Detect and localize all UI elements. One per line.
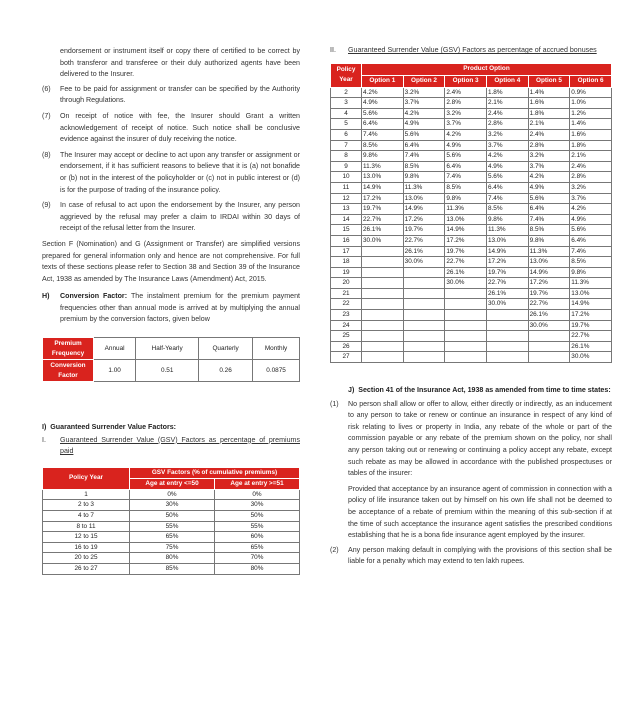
table-cell: 1.8%: [528, 108, 570, 119]
table-cell: 16: [331, 235, 362, 246]
table-cell: 18: [331, 257, 362, 268]
table-cell: 2.4%: [570, 161, 612, 172]
table-row: [331, 288, 612, 299]
table-cell: 55%: [130, 521, 215, 532]
table-row: [331, 151, 612, 162]
table-cell: 17.2%: [362, 193, 404, 204]
table-cell: 2 to 3: [43, 500, 130, 511]
table-cell: 6.4%: [362, 119, 404, 130]
table-cell: 30.0%: [528, 320, 570, 331]
table-cell: 2.8%: [486, 119, 528, 130]
table-cell: 30.0%: [445, 278, 487, 289]
list-item: (1) No person shall allow or offer to allow, either directly or indirectly, as an inducement to any person to take or renew or continue an insurance in respect of any kind of risk relating to lives or property in India, any rebate of the whole or part of the commission payable or any rebate of the premium shown on the policy, nor shall any person taking out or renewing or continuing a policy accept any rebate, except such rebate as may be allowed in accordance with the published prospectuses or tables of the insurer:: [330, 399, 612, 478]
section-f-note: Section F (Nomination) and G (Assignment or Transfer) are simplified versions prepared for general information only and hence are not comprehensive. For full texts of these sections please refer to Section 38 and Section 39 of the Insurance Act, 1938 as amended by The Insurance Laws (Amendment) Act, 2015.: [42, 239, 300, 283]
table-cell: 30.0%: [486, 299, 528, 310]
table-cell: 8: [331, 151, 362, 162]
table-cell: 17.2%: [445, 235, 487, 246]
table-cell: 4.2%: [486, 151, 528, 162]
table-cell: 11.3%: [362, 161, 404, 172]
table-cell: [486, 310, 528, 321]
table-cell: 50%: [130, 511, 215, 522]
table-cell: 22.7%: [570, 331, 612, 342]
table-row: [331, 310, 612, 321]
table-cell: [403, 331, 445, 342]
table-cell: [403, 278, 445, 289]
table-cell: [362, 310, 404, 321]
section-i-title: I) Guaranteed Surrender Value Factors:: [42, 423, 177, 432]
table-cell: 1.8%: [570, 140, 612, 151]
table-cell: 65%: [130, 532, 215, 543]
table-cell: [445, 341, 487, 352]
table-cell: 2.8%: [445, 98, 487, 109]
table-cell: 13: [331, 204, 362, 215]
table-cell: 13.0%: [445, 214, 487, 225]
table-cell: 11.3%: [528, 246, 570, 257]
table-cell: 2.1%: [570, 151, 612, 162]
table-cell: 6.4%: [445, 161, 487, 172]
table-cell: 3.7%: [570, 193, 612, 204]
table-cell: 26.1%: [445, 267, 487, 278]
table-cell: 3.2%: [486, 129, 528, 140]
table-cell: [362, 341, 404, 352]
option-header: Option 4: [486, 75, 528, 87]
table-cell: 6.4%: [486, 182, 528, 193]
table-cell: 19: [331, 267, 362, 278]
table-cell: 2.1%: [486, 98, 528, 109]
table-cell: 85%: [130, 564, 215, 575]
list-item: (6) Fee to be paid for assignment or transfer can be specified by the Authority through Regulations.: [42, 84, 300, 105]
conversion-factor-table: Premium Frequency Annual Half-Yearly Quarterly Monthly Conversion Factor 1.00 0.51 0.26 0.0875: [42, 337, 300, 382]
table-cell: 4.2%: [403, 108, 445, 119]
table-cell: [362, 299, 404, 310]
table-cell: 22.7%: [486, 278, 528, 289]
table-cell: 1.4%: [528, 87, 570, 98]
table-cell: 10: [331, 172, 362, 183]
table-cell: [403, 288, 445, 299]
table-cell: 7.4%: [486, 193, 528, 204]
gsv-bonus-table: Policy Year Product Option Option 1 Option 2 Option 3 Option 4 Option 5 Option 6 2 4.2% 3.2% 2.4% 1.8% 1.4% 0.9% 3 4.9% 3.7% 2.8% 2.1% 1.6% 1.0% 4 5.6% 4.2% 3.2% 2.4% 1.8% 1.2% 5 6.4% 4.9% 3.7% 2.8% 2.1% 1.4% 6 7.4% 5.6% 4.2% 3.2% 2.4% 1.6% 7 8.5% 6.4% 4.9% 3.7% 2.8% 1.8% 8 9.8% 7.4% 5.6% 4.2% 3.2% 2.1% 9 11.3% 8.5% 6.4% 4.9% 3.7% 2.4% 10 13.0% 9.8% 7.4% 5.6% 4.2% 2.8% 11 14.9% 11.3% 8.5% 6.4% 4.9% 3.2% 12 17.2% 13.0% 9.8% 7.4% 5.6% 3.7% 13 19.7% 14.9% 11.3% 8.5% 6.4% 4.2% 14 22.7% 17.2% 13.0% 9.8% 7.4% 4.9% 15 26.1% 19.7% 14.9% 11.3% 8.5% 5.6% 16 30.0% 22.7% 17.2% 13.0% 9.8% 6.4% 17 26.1% 19.7% 14.9% 11.3% 7.4% 18 30.0% 22.7% 17.2% 13.0% 8.5% 19 26.1% 19.7% 14.9% 9.8% 20 30.0% 22.7% 17.2% 11.3% 21 26.1% 19.7% 13.0% 22 30.0% 22.7% 14.9% 23 26.1% 17.2% 24 30.0% 19.7% 25 22.7% 26 26.1% 27 30.0%: [330, 63, 612, 363]
table-cell: 19.7%: [403, 225, 445, 236]
table-row: [331, 98, 612, 109]
table-cell: 4.9%: [445, 140, 487, 151]
table-cell: 30.0%: [570, 352, 612, 363]
table-cell: 11: [331, 182, 362, 193]
table-cell: 4.9%: [403, 119, 445, 130]
table-cell: 22.7%: [445, 257, 487, 268]
section-i-subheading: I. Guaranteed Surrender Value (GSV) Factors as percentage of premiums paid: [42, 435, 300, 456]
table-row: [331, 119, 612, 130]
table-cell: 16 to 19: [43, 542, 130, 553]
table-cell: 3.2%: [403, 87, 445, 98]
table-cell: 2.4%: [486, 108, 528, 119]
table-cell: 14: [331, 214, 362, 225]
table-row: [331, 140, 612, 151]
table-row: [331, 331, 612, 342]
table-cell: 5.6%: [362, 108, 404, 119]
list-item: (8) The Insurer may accept or decline to act upon any transfer or assignment or endorsement, if it has sufficient reasons to believe that it is (a) not bonafide or (b) not in the interest of the policyholder or (c) not in public interest or (d) is for the purpose of trading of the insurance policy.: [42, 150, 300, 194]
table-cell: 80%: [130, 553, 215, 564]
table-cell: 0.9%: [570, 87, 612, 98]
table-cell: 5.6%: [486, 172, 528, 183]
table-cell: 5.6%: [445, 151, 487, 162]
table-cell: 1: [43, 489, 130, 500]
left-column: [42, 0, 300, 575]
table-cell: 19.7%: [486, 267, 528, 278]
table-cell: 13.0%: [528, 257, 570, 268]
table-row: [43, 511, 300, 522]
table-cell: 8.5%: [570, 257, 612, 268]
table-row: [331, 108, 612, 119]
table-cell: 4.2%: [445, 129, 487, 140]
table-cell: 24: [331, 320, 362, 331]
table-cell: 14.9%: [362, 182, 404, 193]
table-cell: 8.5%: [528, 225, 570, 236]
table-cell: [403, 267, 445, 278]
table-cell: [362, 331, 404, 342]
table-cell: [362, 288, 404, 299]
table-cell: 1.6%: [528, 98, 570, 109]
table-row: [331, 129, 612, 140]
table-row: [43, 532, 300, 543]
table-cell: 3.7%: [486, 140, 528, 151]
table-row: [331, 172, 612, 183]
table-cell: 14.9%: [445, 225, 487, 236]
table-cell: 75%: [130, 542, 215, 553]
table-cell: [528, 341, 570, 352]
table-cell: [528, 331, 570, 342]
table-cell: 3.7%: [445, 119, 487, 130]
table-cell: 9.8%: [528, 235, 570, 246]
table-cell: 21: [331, 288, 362, 299]
table-cell: [362, 320, 404, 331]
table-row: [331, 87, 612, 98]
table-cell: 1.0%: [570, 98, 612, 109]
table-cell: 6.4%: [570, 235, 612, 246]
table-cell: 22.7%: [528, 299, 570, 310]
table-cell: 7.4%: [570, 246, 612, 257]
table-cell: 26.1%: [362, 225, 404, 236]
table-cell: 19.7%: [445, 246, 487, 257]
table-cell: 26 to 27: [43, 564, 130, 575]
table-cell: 17.2%: [570, 310, 612, 321]
table-cell: 19.7%: [362, 204, 404, 215]
table-cell: [362, 246, 404, 257]
table-cell: 0%: [214, 489, 299, 500]
table-cell: 4.2%: [528, 172, 570, 183]
table-row: [331, 193, 612, 204]
table-cell: 26.1%: [528, 310, 570, 321]
table-cell: 3: [331, 98, 362, 109]
table-cell: 30%: [130, 500, 215, 511]
option-header: Option 2: [403, 75, 445, 87]
table-cell: [403, 310, 445, 321]
table-cell: [486, 341, 528, 352]
table-cell: 1.4%: [570, 119, 612, 130]
table-cell: 1.8%: [486, 87, 528, 98]
table-cell: 13.0%: [362, 172, 404, 183]
table-row: [43, 489, 300, 500]
table-cell: [528, 352, 570, 363]
table-cell: 11.3%: [486, 225, 528, 236]
list-item: (7) On receipt of notice with fee, the Insurer should Grant a written acknowledgement of receipt of notice. Such notice shall be conclusive evidence against the insurer of duly receiving the notice.: [42, 111, 300, 144]
table-cell: [445, 310, 487, 321]
table-cell: 26.1%: [403, 246, 445, 257]
gsv-premiums-table: Policy Year GSV Factors (% of cumulative premiums) Age at entry <=50 Age at entry >=51 1 0% 0% 2 to 3 30% 30% 4 to 7 50% 50% 8 to 11 55% 55% 12 to 15 65% 60% 16 to 19 75% 65% 20 to 25 80% 70% 26 to 27 85% 80%: [42, 467, 300, 575]
table-cell: 11.3%: [570, 278, 612, 289]
table-cell: [362, 267, 404, 278]
table-cell: 22.7%: [403, 235, 445, 246]
section-j-title: J) Section 41 of the Insurance Act, 1938 as amended from time to time states:: [348, 386, 611, 395]
table-cell: [445, 331, 487, 342]
table-cell: 4.2%: [362, 87, 404, 98]
table-cell: 12 to 15: [43, 532, 130, 543]
table-cell: 8.5%: [362, 140, 404, 151]
conversion-factor-header: Conversion Factor: [43, 360, 94, 382]
table-cell: 14.9%: [403, 204, 445, 215]
table-cell: 2.4%: [445, 87, 487, 98]
table-cell: 13.0%: [403, 193, 445, 204]
table-cell: [486, 331, 528, 342]
table-cell: 2.1%: [528, 119, 570, 130]
table-cell: 17: [331, 246, 362, 257]
table-cell: 7.4%: [528, 214, 570, 225]
table-cell: 20: [331, 278, 362, 289]
table-cell: 30%: [214, 500, 299, 511]
table-cell: 4 to 7: [43, 511, 130, 522]
table-row: [43, 500, 300, 511]
table-row: [331, 299, 612, 310]
table-cell: [445, 352, 487, 363]
table-cell: [486, 352, 528, 363]
table-cell: 8.5%: [445, 182, 487, 193]
proviso-paragraph: Provided that acceptance by an insurance agent of commission in connection with a policy of life insurance taken out by himself on his own life shall not be deemed to be acceptance of a rebate of premium within the meaning of this sub-section if at the time of such acceptance the insurance agent satisfies the prescribed conditions establishing that he is a bona fide insurance agent employed by the insurer.: [348, 484, 612, 540]
table-row: [331, 214, 612, 225]
table-cell: 3.2%: [528, 151, 570, 162]
table-cell: 26.1%: [486, 288, 528, 299]
right-column: [330, 0, 612, 568]
table-cell: [362, 257, 404, 268]
table-cell: 50%: [214, 511, 299, 522]
table-cell: 27: [331, 352, 362, 363]
table-row: [43, 542, 300, 553]
table-cell: 4.9%: [528, 182, 570, 193]
continued-paragraph: endorsement or instrument itself or copy there of certified to be correct by both transferor and transferee or their duly authorized agents have been delivered to the Insurer.: [60, 47, 300, 79]
table-cell: 11.3%: [403, 182, 445, 193]
table-cell: 22.7%: [362, 214, 404, 225]
option-header: Option 3: [445, 75, 487, 87]
table-cell: 7.4%: [403, 151, 445, 162]
table-cell: 7.4%: [362, 129, 404, 140]
table-cell: 14.9%: [486, 246, 528, 257]
section-ii-heading: II. Guaranteed Surrender Value (GSV) Factors as percentage of accrued bonuses: [330, 46, 597, 54]
table-cell: 17.2%: [528, 278, 570, 289]
table-cell: 9.8%: [362, 151, 404, 162]
table-cell: [362, 278, 404, 289]
table-row: [331, 204, 612, 215]
table-cell: 4.9%: [570, 214, 612, 225]
table-row: [331, 257, 612, 268]
table-cell: [403, 299, 445, 310]
table-cell: 3.7%: [528, 161, 570, 172]
table-row: [331, 278, 612, 289]
table-cell: 4.9%: [362, 98, 404, 109]
table-cell: 5.6%: [403, 129, 445, 140]
table-cell: 9.8%: [445, 193, 487, 204]
table-cell: 7.4%: [445, 172, 487, 183]
table-cell: 6.4%: [528, 204, 570, 215]
table-cell: 4: [331, 108, 362, 119]
table-cell: 6.4%: [403, 140, 445, 151]
table-cell: 30.0%: [403, 257, 445, 268]
table-cell: 2.4%: [528, 129, 570, 140]
table-cell: 4.9%: [486, 161, 528, 172]
table-row: [43, 553, 300, 564]
table-cell: 17.2%: [403, 214, 445, 225]
table-cell: 9.8%: [486, 214, 528, 225]
table-cell: 25: [331, 331, 362, 342]
table-cell: 14.9%: [528, 267, 570, 278]
table-cell: 13.0%: [570, 288, 612, 299]
table-cell: 2: [331, 87, 362, 98]
table-cell: [445, 299, 487, 310]
table-cell: 19.7%: [528, 288, 570, 299]
list-item: (2) Any person making default in complying with the provisions of this section shall be liable for a penalty which may extend to ten lakh rupees.: [330, 545, 612, 566]
table-row: [331, 267, 612, 278]
table-cell: 4.2%: [570, 204, 612, 215]
table-cell: [403, 352, 445, 363]
table-cell: 23: [331, 310, 362, 321]
table-row: [331, 246, 612, 257]
table-cell: 7: [331, 140, 362, 151]
table-cell: 1.6%: [570, 129, 612, 140]
table-cell: 9.8%: [570, 267, 612, 278]
option-header: Option 6: [570, 75, 612, 87]
table-row: [331, 235, 612, 246]
table-cell: 26.1%: [570, 341, 612, 352]
option-header: Option 5: [528, 75, 570, 87]
option-header: Option 1: [362, 75, 404, 87]
table-row: [331, 320, 612, 331]
table-cell: 12: [331, 193, 362, 204]
table-cell: [403, 320, 445, 331]
table-cell: 26: [331, 341, 362, 352]
table-row: [331, 161, 612, 172]
table-header-row: [331, 75, 612, 87]
table-cell: [445, 288, 487, 299]
table-cell: 13.0%: [486, 235, 528, 246]
table-cell: 30.0%: [362, 235, 404, 246]
table-cell: 9: [331, 161, 362, 172]
table-cell: 15: [331, 225, 362, 236]
list-item: (9) In case of refusal to act upon the endorsement by the Insurer, any person aggrieved by the refusal may prefer a claim to IRDAI within 30 days of receipt of the refusal letter from the Insurer.: [42, 201, 300, 233]
table-cell: 22: [331, 299, 362, 310]
table-cell: 5: [331, 119, 362, 130]
table-cell: [445, 320, 487, 331]
table-cell: 1.2%: [570, 108, 612, 119]
section-h-text: The instalment premium for the premium payment frequencies other than annual mode is arrived at by multiplying the annual premium by the conversion factors, given below: [60, 292, 300, 324]
table-cell: [403, 341, 445, 352]
table-cell: 55%: [214, 521, 299, 532]
table-cell: 5.6%: [528, 193, 570, 204]
table-cell: 70%: [214, 553, 299, 564]
table-cell: 65%: [214, 542, 299, 553]
table-cell: [486, 320, 528, 331]
table-row: [43, 564, 300, 575]
section-h: H) Conversion Factor: The instalment premium for the premium payment frequencies other than annual mode is arrived at by multiplying the annual premium by the conversion factors, given below: [42, 292, 300, 324]
table-cell: 8 to 11: [43, 521, 130, 532]
table-cell: 11.3%: [445, 204, 487, 215]
table-cell: 60%: [214, 532, 299, 543]
table-row: [331, 225, 612, 236]
table-cell: 8.5%: [403, 161, 445, 172]
table-cell: 19.7%: [570, 320, 612, 331]
table-cell: 8.5%: [486, 204, 528, 215]
premium-frequency-header: Premium Frequency: [43, 338, 94, 360]
table-cell: 3.7%: [403, 98, 445, 109]
table-row: [331, 182, 612, 193]
table-cell: 20 to 25: [43, 553, 130, 564]
table-cell: 0%: [130, 489, 215, 500]
table-cell: 3.2%: [570, 182, 612, 193]
section-h-title: Conversion Factor:: [60, 292, 128, 301]
table-cell: 80%: [214, 564, 299, 575]
table-row: [331, 341, 612, 352]
table-cell: 17.2%: [486, 257, 528, 268]
table-cell: 5.6%: [570, 225, 612, 236]
table-cell: 2.8%: [528, 140, 570, 151]
table-cell: [362, 352, 404, 363]
table-row: [43, 521, 300, 532]
table-cell: 3.2%: [445, 108, 487, 119]
table-cell: 9.8%: [403, 172, 445, 183]
table-cell: 2.8%: [570, 172, 612, 183]
table-row: [331, 352, 612, 363]
table-cell: 6: [331, 129, 362, 140]
table-cell: 14.9%: [570, 299, 612, 310]
